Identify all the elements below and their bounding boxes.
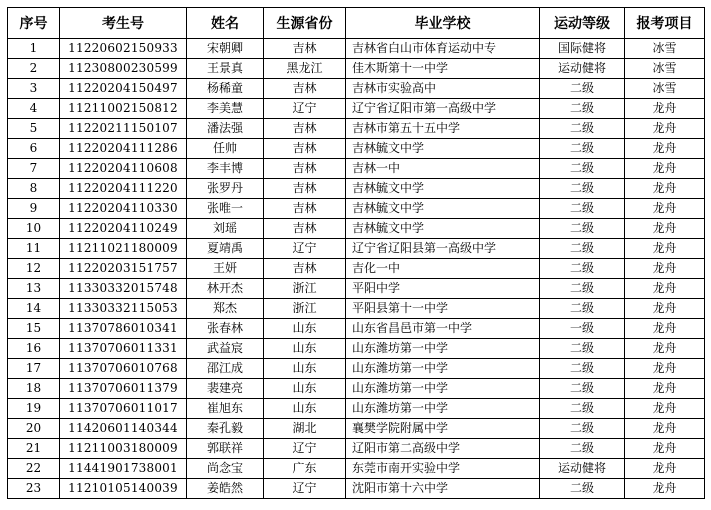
cell-sport-level: 二级 [540,279,625,299]
cell-province: 黑龙江 [264,59,346,79]
admission-list [7,7,705,499]
cell-school: 辽宁省辽阳市第一高级中学 [346,99,540,119]
header-exam-id: 考生号 [60,8,187,39]
cell-sport-level: 二级 [540,79,625,99]
cell-sport-level: 二级 [540,139,625,159]
cell-exam-id: 11220204111220 [60,179,187,199]
table-row [8,99,705,119]
cell-index: 4 [8,99,60,119]
table-row [8,319,705,339]
cell-exam-id: 11220204111286 [60,139,187,159]
cell-sport-level: 国际健将 [540,39,625,59]
cell-school: 东莞市南开实验中学 [346,459,540,479]
cell-exam-id: 11370706011379 [60,379,187,399]
cell-province: 山东 [264,339,346,359]
cell-province: 山东 [264,379,346,399]
table-row [8,119,705,139]
cell-exam-id: 11370786010341 [60,319,187,339]
cell-name: 崔旭东 [187,399,264,419]
cell-name: 宋朝卿 [187,39,264,59]
cell-event: 龙舟 [625,439,705,459]
cell-name: 郑杰 [187,299,264,319]
cell-exam-id: 11370706011017 [60,399,187,419]
table-row [8,159,705,179]
cell-province: 吉林 [264,259,346,279]
cell-sport-level: 二级 [540,199,625,219]
cell-school: 辽宁省辽阳县第一高级中学 [346,239,540,259]
cell-index: 8 [8,179,60,199]
table-row [8,459,705,479]
cell-event: 龙舟 [625,299,705,319]
cell-school: 吉林一中 [346,159,540,179]
header-school: 毕业学校 [346,8,540,39]
cell-exam-id: 11230800230599 [60,59,187,79]
table-row [8,479,705,499]
cell-event: 龙舟 [625,359,705,379]
cell-name: 王景真 [187,59,264,79]
cell-school: 吉林省白山市体育运动中专 [346,39,540,59]
cell-sport-level: 二级 [540,179,625,199]
cell-name: 尚念宝 [187,459,264,479]
cell-school: 辽阳市第二高级中学 [346,439,540,459]
cell-exam-id: 11220204110330 [60,199,187,219]
cell-index: 5 [8,119,60,139]
cell-exam-id: 11220602150933 [60,39,187,59]
cell-exam-id: 11370706011331 [60,339,187,359]
cell-province: 吉林 [264,39,346,59]
table-row [8,39,705,59]
cell-index: 9 [8,199,60,219]
cell-province: 吉林 [264,219,346,239]
cell-index: 2 [8,59,60,79]
cell-exam-id: 11220204110608 [60,159,187,179]
header-event: 报考项目 [625,8,705,39]
cell-name: 李美慧 [187,99,264,119]
table-row [8,79,705,99]
cell-event: 龙舟 [625,199,705,219]
cell-name: 秦孔毅 [187,419,264,439]
header-province: 生源省份 [264,8,346,39]
cell-event: 龙舟 [625,99,705,119]
cell-index: 17 [8,359,60,379]
table-row [8,399,705,419]
table-row [8,219,705,239]
cell-province: 广东 [264,459,346,479]
cell-index: 16 [8,339,60,359]
table-row [8,379,705,399]
cell-school: 吉林毓文中学 [346,139,540,159]
cell-sport-level: 二级 [540,99,625,119]
cell-province: 吉林 [264,159,346,179]
cell-province: 浙江 [264,299,346,319]
cell-event: 龙舟 [625,179,705,199]
cell-exam-id: 11441901738001 [60,459,187,479]
table-row [8,259,705,279]
cell-school: 襄樊学院附属中学 [346,419,540,439]
cell-province: 辽宁 [264,439,346,459]
cell-event: 龙舟 [625,379,705,399]
cell-sport-level: 二级 [540,439,625,459]
cell-sport-level: 二级 [540,359,625,379]
cell-name: 郭联祥 [187,439,264,459]
cell-school: 山东潍坊第一中学 [346,339,540,359]
table-body [8,39,705,499]
cell-name: 张唯一 [187,199,264,219]
table-row [8,199,705,219]
cell-event: 冰雪 [625,39,705,59]
cell-sport-level: 二级 [540,159,625,179]
header-row [8,8,705,39]
cell-sport-level: 二级 [540,399,625,419]
cell-sport-level: 二级 [540,419,625,439]
cell-name: 姜皓然 [187,479,264,499]
cell-exam-id: 11220203151757 [60,259,187,279]
cell-index: 10 [8,219,60,239]
cell-index: 23 [8,479,60,499]
header-sport-level: 运动等级 [540,8,625,39]
cell-exam-id: 11220204150497 [60,79,187,99]
table-row [8,239,705,259]
cell-name: 林开杰 [187,279,264,299]
cell-name: 杨稀童 [187,79,264,99]
cell-name: 任帅 [187,139,264,159]
cell-event: 冰雪 [625,59,705,79]
cell-school: 平阳县第十一中学 [346,299,540,319]
cell-school: 吉林毓文中学 [346,179,540,199]
cell-event: 龙舟 [625,119,705,139]
cell-province: 辽宁 [264,239,346,259]
cell-province: 吉林 [264,199,346,219]
cell-index: 11 [8,239,60,259]
cell-name: 邵江成 [187,359,264,379]
cell-province: 山东 [264,359,346,379]
cell-event: 龙舟 [625,319,705,339]
cell-name: 王妍 [187,259,264,279]
cell-school: 吉林毓文中学 [346,219,540,239]
cell-school: 山东省昌邑市第一中学 [346,319,540,339]
cell-sport-level: 运动健将 [540,459,625,479]
cell-event: 龙舟 [625,479,705,499]
cell-name: 潘法强 [187,119,264,139]
cell-event: 龙舟 [625,219,705,239]
cell-sport-level: 二级 [540,379,625,399]
cell-exam-id: 11330332015748 [60,279,187,299]
table-row [8,299,705,319]
cell-exam-id: 11211003180009 [60,439,187,459]
table-row [8,339,705,359]
cell-exam-id: 11210105140039 [60,479,187,499]
table-row [8,139,705,159]
cell-event: 龙舟 [625,259,705,279]
cell-province: 浙江 [264,279,346,299]
cell-sport-level: 一级 [540,319,625,339]
cell-index: 20 [8,419,60,439]
cell-name: 夏靖禹 [187,239,264,259]
cell-name: 裴建亮 [187,379,264,399]
cell-school: 佳木斯第十一中学 [346,59,540,79]
cell-province: 山东 [264,399,346,419]
cell-exam-id: 11330332115053 [60,299,187,319]
cell-province: 湖北 [264,419,346,439]
cell-school: 吉化一中 [346,259,540,279]
cell-name: 武益宸 [187,339,264,359]
cell-exam-id: 11220204110249 [60,219,187,239]
cell-sport-level: 二级 [540,119,625,139]
cell-sport-level: 二级 [540,299,625,319]
cell-event: 冰雪 [625,79,705,99]
table-row [8,179,705,199]
cell-exam-id: 11211002150812 [60,99,187,119]
cell-index: 6 [8,139,60,159]
cell-index: 7 [8,159,60,179]
header-name: 姓名 [187,8,264,39]
cell-school: 沈阳市第十六中学 [346,479,540,499]
table-row [8,59,705,79]
cell-name: 张罗丹 [187,179,264,199]
cell-event: 龙舟 [625,459,705,479]
cell-province: 山东 [264,319,346,339]
cell-event: 龙舟 [625,399,705,419]
cell-exam-id: 11220211150107 [60,119,187,139]
cell-index: 19 [8,399,60,419]
cell-index: 13 [8,279,60,299]
cell-school: 吉林市实验高中 [346,79,540,99]
cell-province: 吉林 [264,119,346,139]
cell-event: 龙舟 [625,339,705,359]
cell-school: 山东潍坊第一中学 [346,359,540,379]
cell-school: 吉林毓文中学 [346,199,540,219]
header-index: 序号 [8,8,60,39]
table-row [8,419,705,439]
student-table [7,7,705,499]
cell-name: 张春林 [187,319,264,339]
table-row [8,359,705,379]
table-row [8,439,705,459]
cell-index: 14 [8,299,60,319]
cell-index: 3 [8,79,60,99]
cell-province: 辽宁 [264,479,346,499]
cell-name: 李丰博 [187,159,264,179]
cell-index: 22 [8,459,60,479]
cell-sport-level: 二级 [540,259,625,279]
cell-index: 15 [8,319,60,339]
cell-exam-id: 11420601140344 [60,419,187,439]
cell-event: 龙舟 [625,159,705,179]
cell-name: 刘瑶 [187,219,264,239]
cell-event: 龙舟 [625,419,705,439]
cell-sport-level: 二级 [540,339,625,359]
cell-province: 吉林 [264,139,346,159]
cell-school: 吉林市第五十五中学 [346,119,540,139]
cell-sport-level: 二级 [540,219,625,239]
cell-province: 吉林 [264,179,346,199]
cell-sport-level: 运动健将 [540,59,625,79]
cell-event: 龙舟 [625,239,705,259]
cell-sport-level: 二级 [540,479,625,499]
cell-exam-id: 11211021180009 [60,239,187,259]
cell-index: 1 [8,39,60,59]
cell-province: 辽宁 [264,99,346,119]
cell-index: 12 [8,259,60,279]
cell-school: 山东潍坊第一中学 [346,399,540,419]
cell-school: 平阳中学 [346,279,540,299]
table-row [8,279,705,299]
cell-sport-level: 二级 [540,239,625,259]
cell-event: 龙舟 [625,279,705,299]
cell-index: 18 [8,379,60,399]
cell-event: 龙舟 [625,139,705,159]
cell-index: 21 [8,439,60,459]
cell-school: 山东潍坊第一中学 [346,379,540,399]
cell-province: 吉林 [264,79,346,99]
cell-exam-id: 11370706010768 [60,359,187,379]
